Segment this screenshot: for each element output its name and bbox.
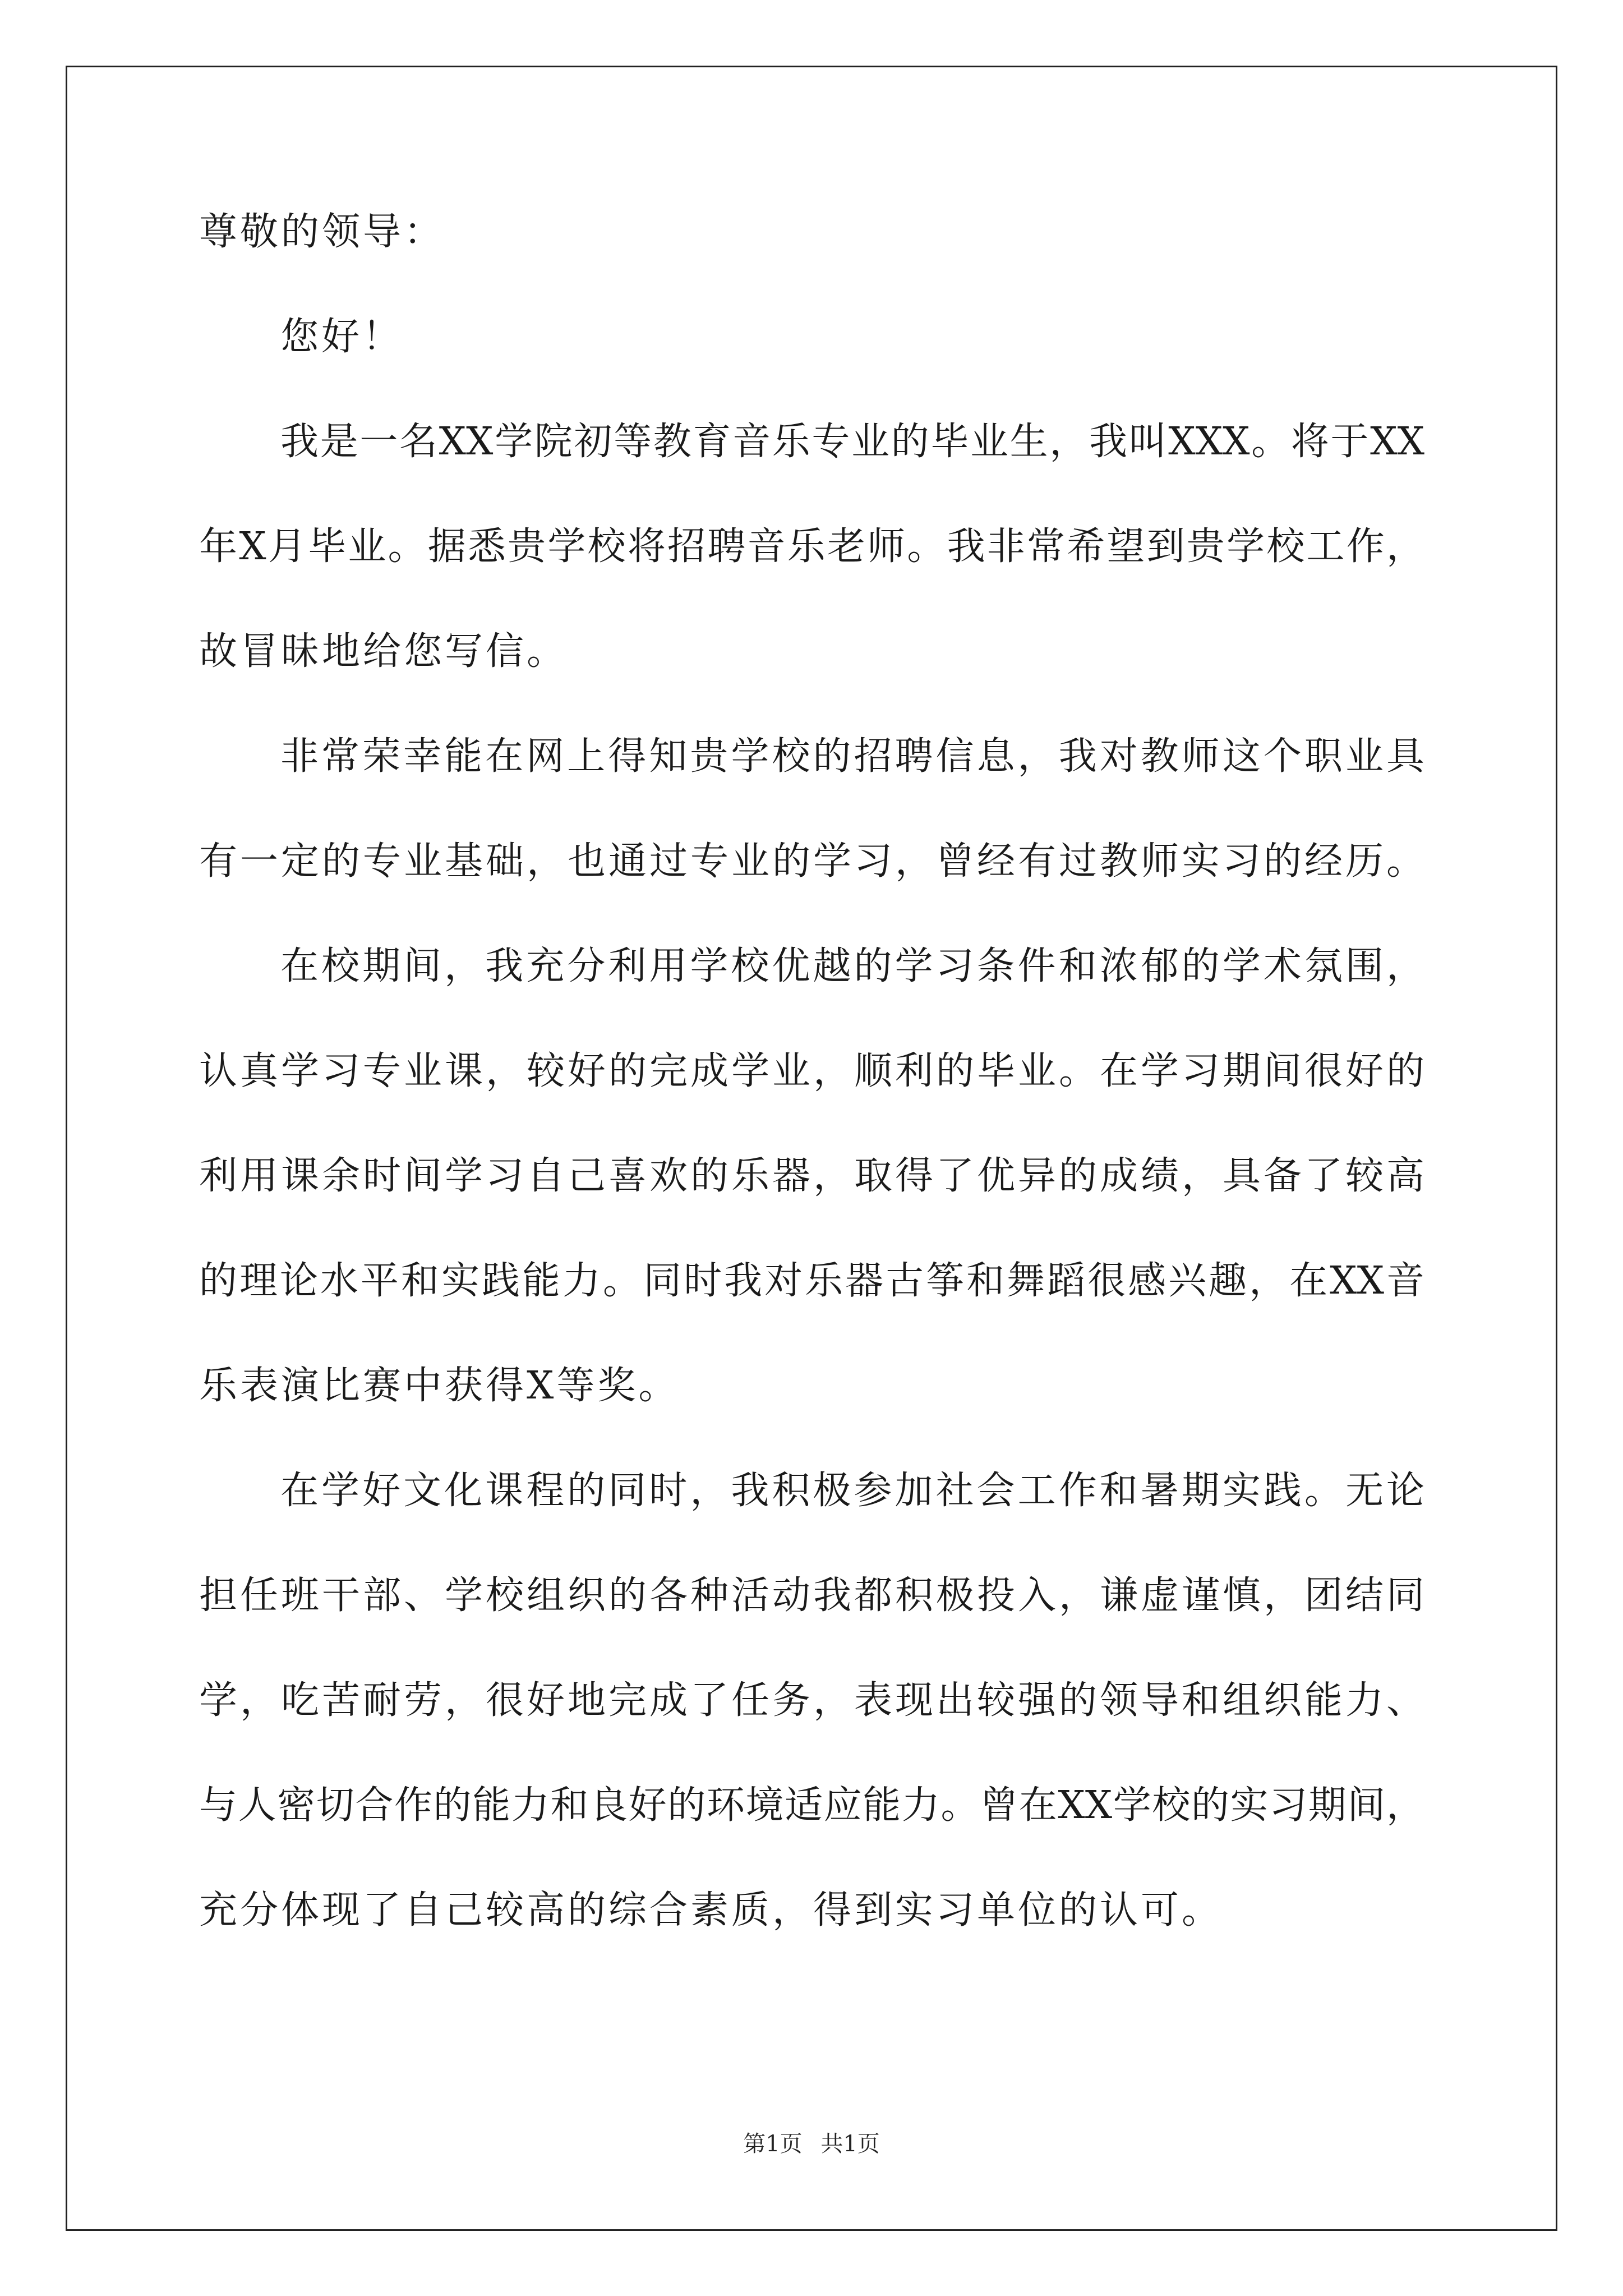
paragraph-1-line-3: 故冒昧地给您写信。 xyxy=(199,629,568,674)
paragraph-4-line-1: 在学好文化课程的同时，我积极参加社会工作和暑期实践。无论 xyxy=(280,1469,1424,1513)
paragraph-2-line-1: 非常荣幸能在网上得知贵学校的招聘信息，我对教师这个职业具 xyxy=(280,734,1424,779)
greeting: 您好！ xyxy=(280,315,404,359)
page-total: 共1页 xyxy=(820,2131,880,2157)
paragraph-3-line-2: 认真学习专业课，较好的完成学业，顺利的毕业。在学习期间很好的 xyxy=(199,1049,1424,1093)
paragraph-3-line-1: 在校期间，我充分利用学校优越的学习条件和浓郁的学术氛围， xyxy=(280,944,1424,988)
salutation: 尊敬的领导： xyxy=(199,210,445,254)
paragraph-4-line-2: 担任班干部、学校组织的各种活动我都积极投入，谦虚谨慎，团结同 xyxy=(199,1573,1424,1618)
paragraph-3-line-5: 乐表演比赛中获得X等奖。 xyxy=(199,1364,680,1408)
paragraph-1-line-1: 我是一名XX学院初等教育音乐专业的毕业生，我叫XXX。将于XX xyxy=(280,420,1424,464)
paragraph-3-line-3: 利用课余时间学习自己喜欢的乐器，取得了优异的成绩，具备了较高 xyxy=(199,1154,1424,1198)
page-number: 第1页 xyxy=(743,2131,803,2157)
paragraph-4-line-5: 充分体现了自己较高的综合素质，得到实习单位的认可。 xyxy=(199,1888,1223,1932)
page-footer xyxy=(0,2126,1623,2158)
paragraph-3-line-4: 的理论水平和实践能力。同时我对乐器古筝和舞蹈很感兴趣，在XX音 xyxy=(199,1259,1424,1303)
paragraph-4-line-3: 学，吃苦耐劳，很好地完成了任务，表现出较强的领导和组织能力、 xyxy=(199,1678,1424,1723)
paragraph-2-line-2: 有一定的专业基础，也通过专业的学习，曾经有过教师实习的经历。 xyxy=(199,839,1424,884)
paragraph-1-line-2: 年X月毕业。据悉贵学校将招聘音乐老师。我非常希望到贵学校工作， xyxy=(199,524,1424,569)
paragraph-4-line-4: 与人密切合作的能力和良好的环境适应能力。曾在XX学校的实习期间， xyxy=(199,1783,1424,1828)
